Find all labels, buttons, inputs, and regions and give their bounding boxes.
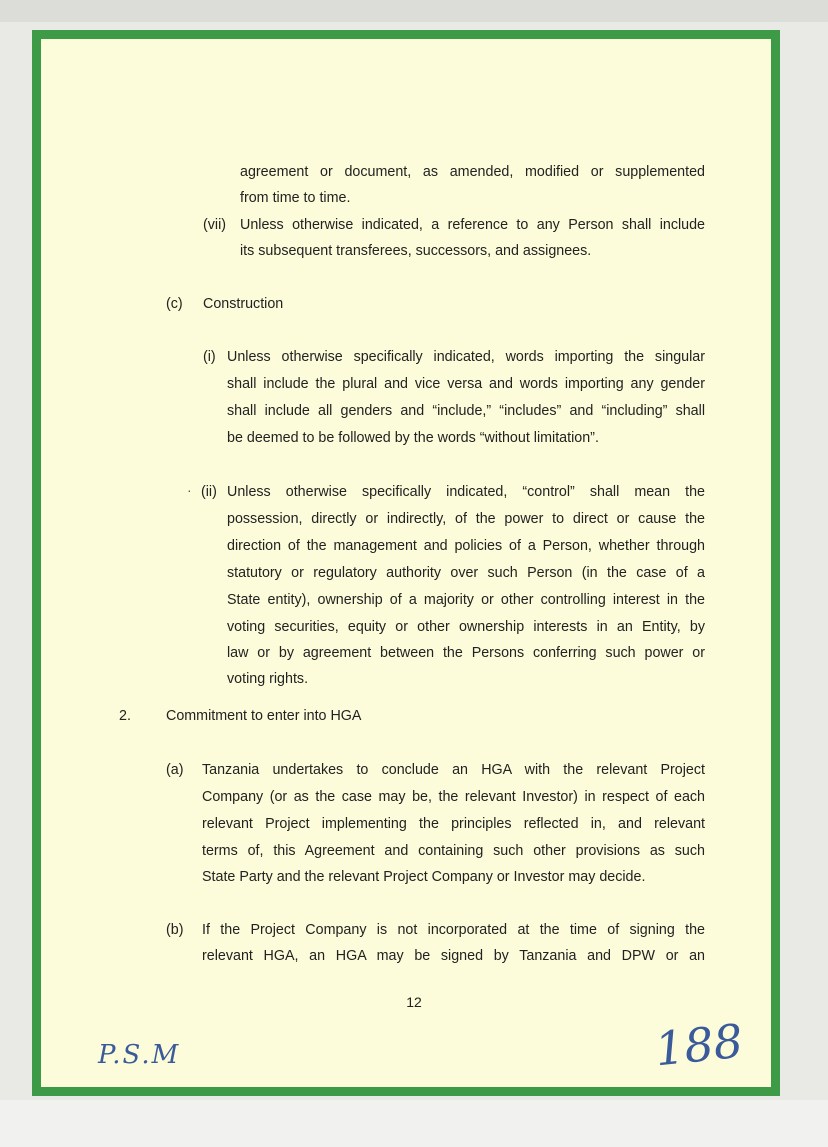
scan-bottom-edge [0,1100,828,1147]
text-line: relevant HGA, an HGA may be signed by Tanzania and DPW or an [202,948,705,964]
item-label-b: (b) [166,922,184,938]
text-line: possession, directly or indirectly, of the power to direct or cause the [227,511,705,527]
text-line: its subsequent transferees, successors, and assignees. [240,243,592,259]
text-line: statutory or regulatory authority over such Person (in the case of a [227,565,705,581]
item-label-ii: (ii) [201,484,217,500]
text-line: law or by agreement between the Persons conferring such power or [227,645,705,661]
text-line: If the Project Company is not incorporated at the time of signing the [202,922,705,938]
section-number-2: 2. [119,708,131,724]
text-line: Unless otherwise specifically indicated, words importing the singular [227,349,705,365]
initials-right: 188 [652,1013,746,1077]
scan-top-edge [0,0,828,22]
item-label-vii: (vii) [203,217,227,233]
text-line: Company (or as the case may be, the relevant Investor) in respect of each [202,789,705,805]
section-label-c: (c) [166,296,183,312]
item-label-a: (a) [166,762,184,778]
page-number: 12 [406,994,422,1010]
text-line: State entity), ownership of a majority or other controlling interest in the [227,592,705,608]
text-line: terms of, this Agreement and containing such other provisions as such [202,843,705,859]
text-line: Tanzania undertakes to conclude an HGA with the relevant Project [202,762,705,778]
scan-speck: · [187,482,192,498]
text-line: voting rights. [227,671,309,687]
text-line: shall include the plural and vice versa and words importing any gender [227,376,705,392]
text-line: Unless otherwise indicated, a reference to any Person shall include [240,217,705,233]
text-line: from time to time. [240,190,351,206]
text-line: State Party and the relevant Project Company or Investor may decide. [202,869,646,885]
text-line: relevant Project implementing the principles reflected in, and relevant [202,816,705,832]
item-label-i: (i) [203,349,216,365]
section-heading-commitment: Commitment to enter into HGA [166,708,362,724]
text-line: agreement or document, as amended, modified or supplemented [240,164,705,180]
initials-left: P.S.M [98,1040,181,1070]
text-line: shall include all genders and “include,” “includes” and “including” shall [227,403,705,419]
section-heading-construction: Construction [203,296,284,312]
text-line: Unless otherwise specifically indicated, “control” shall mean the [227,484,705,500]
text-line: voting securities, equity or other ownership interests in an Entity, by [227,619,705,635]
text-line: direction of the management and policies of a Person, whether through [227,538,705,554]
text-line: be deemed to be followed by the words “without limitation”. [227,430,599,446]
